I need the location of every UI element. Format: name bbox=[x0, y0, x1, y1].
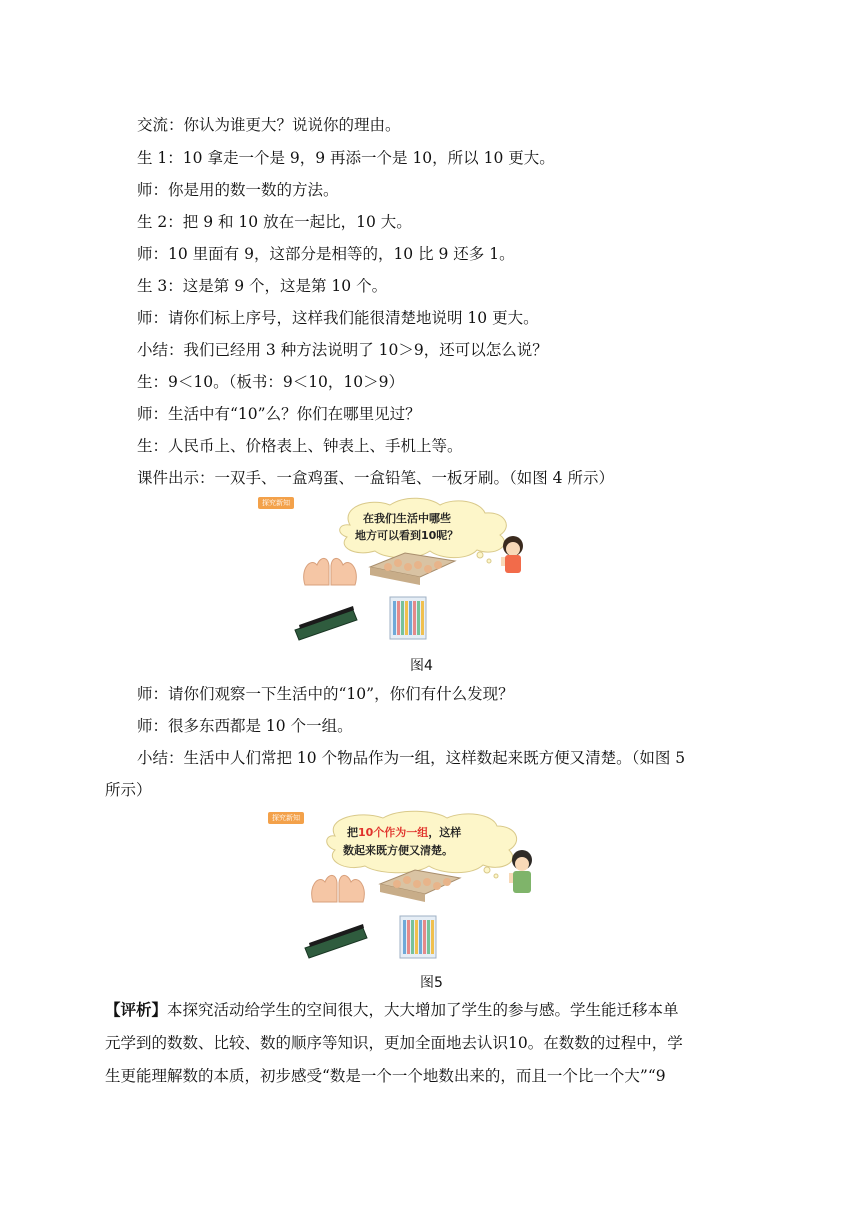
paragraph: 师：你是用的数一数的方法。 bbox=[137, 181, 339, 199]
figure-5-illustration bbox=[265, 810, 565, 960]
figure-5 bbox=[265, 810, 565, 960]
girl-icon bbox=[501, 536, 523, 573]
paragraph: 生 1：10 拿走一个是 9，9 再添一个是 10，所以 10 更大。 bbox=[137, 149, 555, 167]
bubble-line-1: 在我们生活中哪些 bbox=[363, 512, 451, 525]
paragraph: 师：生活中有“10”么？你们在哪里见过？ bbox=[137, 405, 421, 423]
paragraph: 生：人民币上、价格表上、钟表上、手机上等。 bbox=[137, 437, 463, 455]
pencil-box-icon bbox=[295, 606, 357, 640]
evaluation-line-3: 生更能理解数的本质，初步感受“数是一个一个地数出来的，而且一个比一个大”“9 bbox=[105, 1067, 666, 1085]
evaluation-label: 【评析】 bbox=[105, 1000, 168, 1019]
egg-carton-icon bbox=[370, 553, 455, 585]
figure-5-caption: 图5 bbox=[420, 975, 443, 991]
bubble-line-1 bbox=[347, 825, 461, 839]
evaluation-text-1: 本探究活动给学生的空间很大，大大增加了学生的参与感。学生能迁移本单 bbox=[167, 1001, 679, 1019]
paragraph: 小结：生活中人们常把 10 个物品作为一组，这样数起来既方便又清楚。（如图 5 bbox=[137, 749, 686, 767]
pencil-box-icon bbox=[305, 924, 367, 958]
bubble-line-1-pre: 把 bbox=[347, 826, 358, 839]
bubble-line-1-post: ，这样 bbox=[428, 826, 462, 839]
figure-4-caption: 图4 bbox=[410, 658, 433, 674]
figure-4 bbox=[255, 495, 555, 643]
figure-4-illustration bbox=[255, 495, 555, 643]
paragraph: 师：请你们观察一下生活中的“10”，你们有什么发现？ bbox=[137, 685, 514, 703]
figure-4-badge: 探究新知 bbox=[258, 497, 294, 509]
paragraph: 所示） bbox=[105, 781, 152, 799]
paragraph: 生 2：把 9 和 10 放在一起比，10 大。 bbox=[137, 213, 412, 231]
paragraph: 交流：你认为谁更大？说说你的理由。 bbox=[137, 116, 401, 134]
hands-icon bbox=[312, 875, 365, 902]
paragraph: 小结：我们已经用 3 种方法说明了 10＞9，还可以怎么说？ bbox=[137, 341, 548, 359]
paragraph: 生 3：这是第 9 个，这是第 10 个。 bbox=[137, 277, 388, 295]
paragraph: 师：很多东西都是 10 个一组。 bbox=[137, 717, 353, 735]
bubble-line-2: 数起来既方便又清楚。 bbox=[343, 844, 453, 857]
egg-carton-icon bbox=[380, 870, 460, 902]
toothbrush-pack-icon bbox=[390, 597, 426, 639]
evaluation-line-1 bbox=[105, 1000, 679, 1020]
hands-icon bbox=[304, 558, 357, 585]
paragraph: 师：10 里面有 9，这部分是相等的，10 比 9 还多 1。 bbox=[137, 245, 515, 263]
figure-5-badge: 探究新知 bbox=[268, 812, 304, 824]
paragraph: 课件出示：一双手、一盒鸡蛋、一盒铅笔、一板牙刷。（如图 4 所示） bbox=[137, 469, 614, 487]
toothbrush-pack-icon bbox=[400, 916, 436, 958]
evaluation-line-2: 元学到的数数、比较、数的顺序等知识，更加全面地去认识10。在数数的过程中，学 bbox=[105, 1034, 683, 1052]
paragraph: 生：9＜10。（板书：9＜10，10＞9） bbox=[137, 373, 405, 391]
paragraph: 师：请你们标上序号，这样我们能很清楚地说明 10 更大。 bbox=[137, 309, 539, 327]
bubble-line-1-highlight: 10个作为一组 bbox=[358, 826, 429, 839]
bubble-line-2: 地方可以看到10呢？ bbox=[355, 529, 459, 542]
